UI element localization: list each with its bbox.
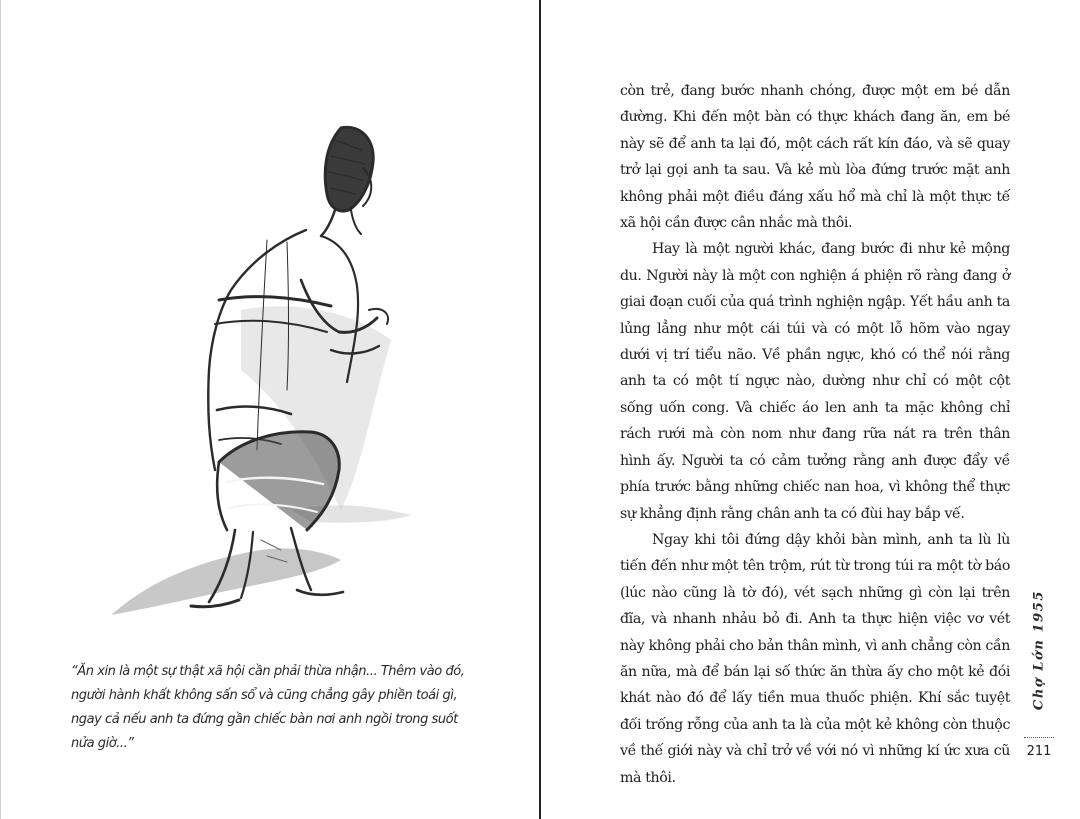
body-text (620, 78, 1010, 791)
page-number: 211 (1026, 744, 1052, 759)
folio-divider (1024, 737, 1054, 738)
paragraph: còn trẻ, đang bước nhanh chóng, được một em bé dẫn đường. Khi đến một bàn có thực khách đang ăn, em bé này sẽ để anh ta lại đó, một cách rất kín đáo, và sẽ quay trở lại gọi anh ta sau. Và kẻ mù lòa đứng trước mặt anh không phải một điều đáng xấu hổ mà chỉ là một thực tế xã hội cần được cân nhắc mà thôi. (620, 83, 1010, 232)
paragraph: Ngay khi tôi đứng dậy khỏi bàn mình, anh ta lù lù tiến đến như một tên trộm, rút từ trong túi ra một tờ báo (lúc nào cũng là tờ đó), vét sạch những gì còn lại trên đĩa, và nhanh nhảu bỏ đi. Anh ta thực hiện việc vơ vét này không phải cho bản thân mình, vì anh chẳng còn cần ăn nữa, mà để bán lại số thức ăn thừa ấy cho một kẻ đói khát nào đó để lấy tiền mua thuốc phiện. Khí sắc tuyệt đối trống rỗng của anh ta là của một kẻ không còn thuộc về thế giới này và chỉ trở về với nó vì những kí ức xưa cũ mà thôi. (620, 531, 1010, 786)
running-header-text: Chợ Lớn 1955 (1031, 589, 1047, 711)
pencil-sketch-figure-icon (91, 110, 431, 630)
running-header (1022, 560, 1056, 740)
paragraph: Hay là một người khác, đang bước đi như kẻ mộng du. Người này là một con nghiện á phiện rõ ràng đang ở giai đoạn cuối của quá trình nghiện ngập. Yết hầu anh ta lủng lẳng như một cái túi và có một lỗ hõm vào ngay dưới vị trí tiểu não. Về phần ngực, khó có thể nói rằng anh ta có một tí ngực nào, dường như chỉ có một cột sống uốn cong. Và chiếc áo len anh ta mặc không chỉ rách rưới mà còn nom như đang rữa nát ra trên thân hình ấy. Người ta có cảm tưởng rằng anh được đẩy về phía trước bằng những chiếc nan hoa, vì không thể thực sự khẳng định rằng chân anh ta có đùi hay bắp vế. (620, 241, 1010, 522)
illustration-caption: “Ăn xin là một sự thật xã hội cần phải thừa nhận... Thêm vào đó, người hành khất không sấn sổ và cũng chẳng gây phiền toái gì, ngay cả nếu anh ta đứng gần chiếc bàn nơi anh ngồi trong suốt nửa giờ...” (71, 664, 465, 751)
